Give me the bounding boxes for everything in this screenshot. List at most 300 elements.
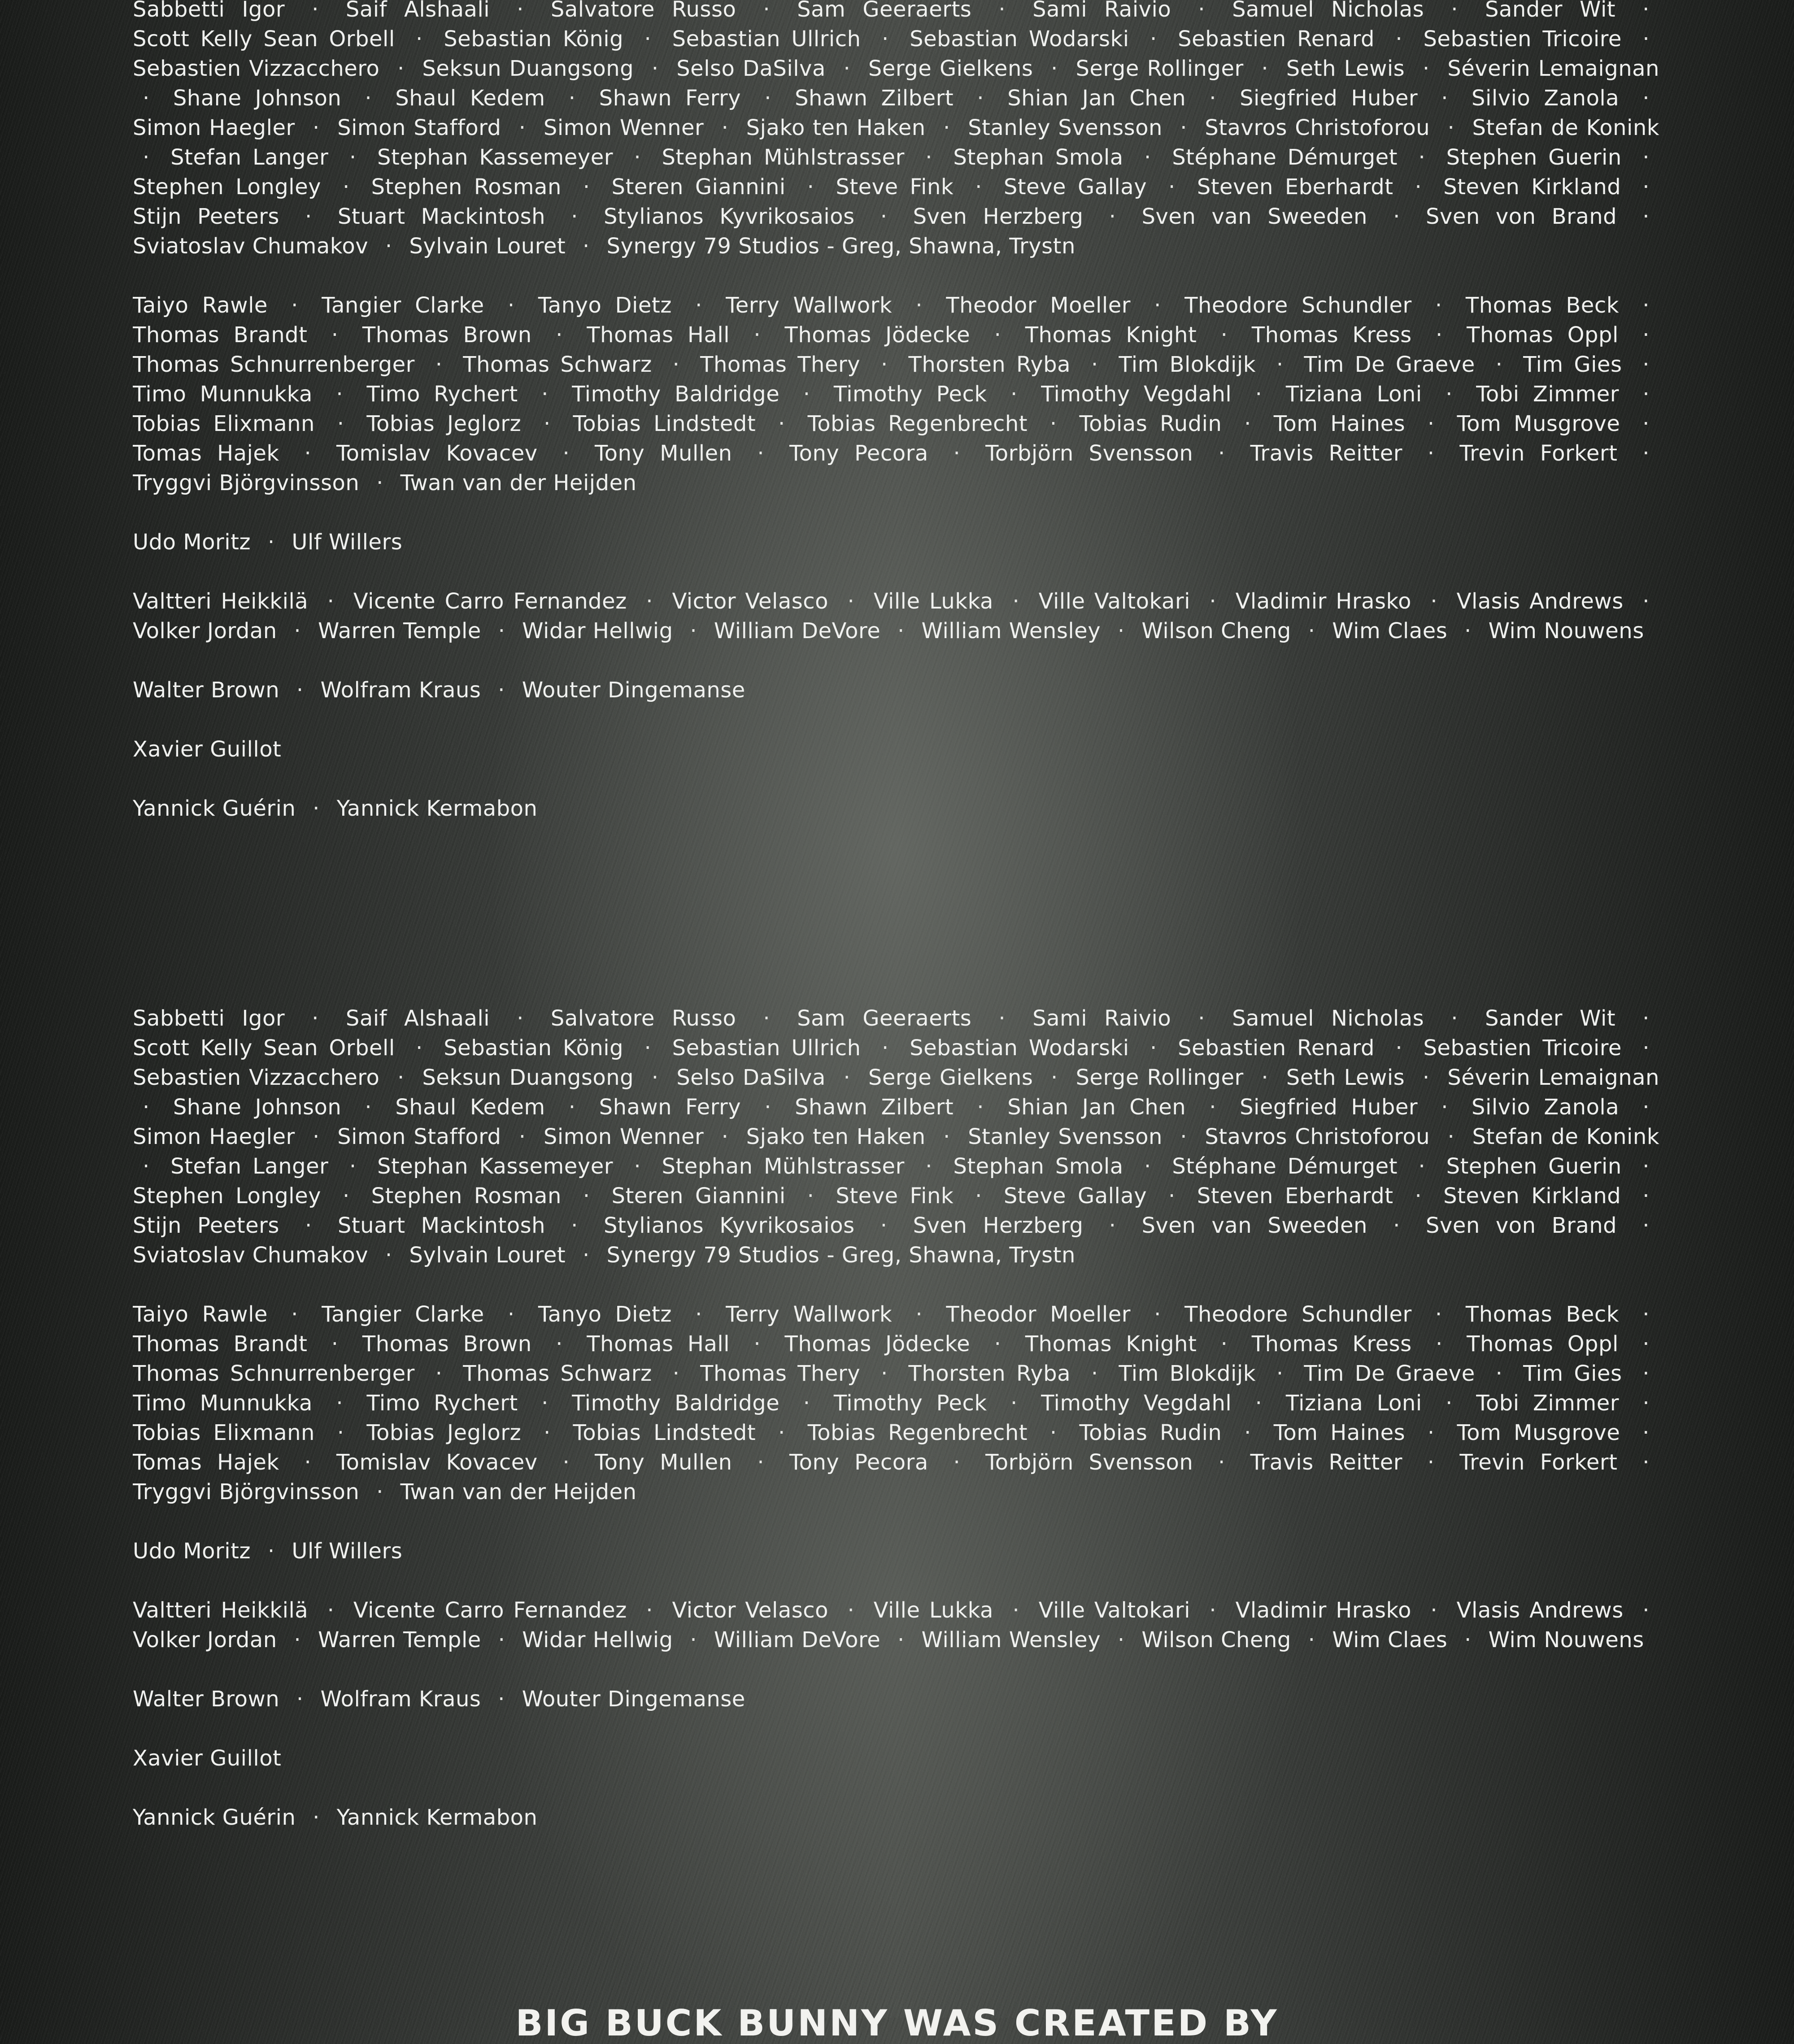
separator-dot: · <box>1150 1035 1157 1061</box>
credit-name: Sebastian König <box>444 26 624 52</box>
separator-dot: · <box>416 26 423 52</box>
credit-name: Thomas Brown <box>362 1331 532 1357</box>
credit-name: Sebastien Vizzacchero <box>133 1065 380 1090</box>
separator-dot: · <box>1218 441 1225 466</box>
credit-name: Steven Eberhardt <box>1197 174 1393 200</box>
credit-name: Ville Valtokari <box>1038 589 1190 614</box>
credit-name: Theodor Moeller <box>946 1302 1131 1327</box>
separator-dot: · <box>1144 1154 1151 1179</box>
credit-name: Stanley Svensson <box>968 1124 1163 1149</box>
separator-dot: · <box>517 1006 524 1031</box>
separator-dot: · <box>1435 293 1442 318</box>
credit-name: Sam Geeraerts <box>797 0 972 22</box>
separator-dot: · <box>807 174 814 200</box>
separator-dot: · <box>291 1302 298 1327</box>
separator-dot: · <box>1150 26 1157 52</box>
credit-name: Stéphane Démurget <box>1172 1154 1398 1179</box>
credit-name: Sjako ten Haken <box>746 115 926 140</box>
separator-dot: · <box>1308 1627 1315 1653</box>
separator-dot: · <box>764 1095 772 1120</box>
separator-dot: · <box>847 589 855 614</box>
separator-dot: · <box>349 1154 357 1179</box>
credit-name: Timo Rychert <box>366 1391 518 1416</box>
separator-dot: · <box>1642 352 1650 377</box>
separator-dot: · <box>331 1331 339 1357</box>
separator-dot: · <box>313 1805 320 1830</box>
credit-name: Thomas Schnurrenberger <box>133 1361 415 1386</box>
credit-name: Sylvain Louret <box>409 234 566 259</box>
separator-dot: · <box>977 1095 984 1120</box>
separator-dot: · <box>634 145 641 170</box>
separator-dot: · <box>385 234 392 259</box>
separator-dot: · <box>313 796 320 821</box>
separator-dot: · <box>336 1391 344 1416</box>
separator-dot: · <box>646 589 653 614</box>
credit-name: Tiziana Loni <box>1285 382 1422 407</box>
credit-name: Tangier Clarke <box>322 293 484 318</box>
credit-name: Timothy Peck <box>833 382 987 407</box>
credit-name: Widar Hellwig <box>522 618 673 644</box>
credit-name: Valtteri Heikkilä <box>133 1598 309 1623</box>
separator-dot: · <box>763 1006 771 1031</box>
credit-name: Wouter Dingemanse <box>522 1687 745 1712</box>
separator-dot: · <box>753 322 761 348</box>
credit-name: Serge Rollinger <box>1076 56 1244 81</box>
credit-name: Wouter Dingemanse <box>522 678 745 703</box>
separator-dot: · <box>1091 1361 1098 1386</box>
separator-dot: · <box>365 1095 372 1120</box>
credit-name: Tangier Clarke <box>322 1302 484 1327</box>
credits-letter-group-v <box>133 1596 1659 1655</box>
credit-name: Tanyo Dietz <box>538 293 672 318</box>
credit-name: Thorsten Ryba <box>908 1361 1071 1386</box>
separator-dot: · <box>925 145 932 170</box>
credit-name: Yannick Kermabon <box>336 1805 538 1830</box>
credit-name: Travis Reitter <box>1250 1450 1402 1475</box>
credit-name: Thomas Schwarz <box>463 352 652 377</box>
separator-dot: · <box>1642 1154 1650 1179</box>
credit-name: Stefan de Konink <box>1472 1124 1659 1149</box>
credit-name: Trevin Forkert <box>1459 441 1618 466</box>
separator-dot: · <box>1441 1095 1448 1120</box>
separator-dot: · <box>1642 1420 1650 1445</box>
credit-name: Stefan Langer <box>170 1154 329 1179</box>
separator-dot: · <box>1642 1183 1650 1209</box>
separator-dot: · <box>1435 1302 1442 1327</box>
separator-dot: · <box>568 1095 576 1120</box>
separator-dot: · <box>498 1687 505 1712</box>
credit-name: Vladimir Hrasko <box>1235 589 1411 614</box>
separator-dot: · <box>435 1361 443 1386</box>
credit-name: Timo Munnukka <box>133 1391 313 1416</box>
credit-name: Tim Gies <box>1523 352 1622 377</box>
credit-name: Sam Geeraerts <box>797 1006 972 1031</box>
separator-dot: · <box>644 26 652 52</box>
separator-dot: · <box>1091 352 1098 377</box>
separator-dot: · <box>518 1124 526 1149</box>
separator-dot: · <box>1427 1450 1435 1475</box>
credit-name: Tim De Graeve <box>1304 352 1475 377</box>
separator-dot: · <box>672 352 680 377</box>
separator-dot: · <box>994 1331 1002 1357</box>
credit-name: Walter Brown <box>133 678 280 703</box>
separator-dot: · <box>313 1124 320 1149</box>
separator-dot: · <box>764 86 772 111</box>
separator-dot: · <box>349 145 357 170</box>
separator-dot: · <box>1642 1006 1650 1031</box>
credit-name: Sabbetti Igor <box>133 0 285 22</box>
separator-dot: · <box>312 0 319 22</box>
credit-name: Stylianos Kyvrikosaios <box>604 1213 855 1238</box>
separator-dot: · <box>582 1243 590 1268</box>
separator-dot: · <box>953 441 961 466</box>
credit-name: Xavier Guillot <box>133 1746 282 1771</box>
credit-name: Stephan Mühlstrasser <box>662 145 905 170</box>
credits-panel-bottom <box>133 1004 1659 1856</box>
separator-dot: · <box>1209 86 1217 111</box>
credits-section-heading: BIG BUCK BUNNY WAS CREATED BY <box>515 2002 1279 2044</box>
separator-dot: · <box>634 1154 641 1179</box>
credit-name: Wilson Cheng <box>1141 618 1291 644</box>
credit-name: Shane Johnson <box>173 86 342 111</box>
credit-name: William Wensley <box>921 618 1101 644</box>
separator-dot: · <box>291 293 298 318</box>
separator-dot: · <box>880 1213 888 1238</box>
credit-name: Sebastian Wodarski <box>910 1035 1129 1061</box>
credit-name: Sabbetti Igor <box>133 1006 285 1031</box>
credit-name: Ville Lukka <box>873 1598 993 1623</box>
credit-name: Sebastien Tricoire <box>1423 1035 1622 1061</box>
credit-name: Stavros Christoforou <box>1205 115 1430 140</box>
separator-dot: · <box>1642 1095 1650 1120</box>
separator-dot: · <box>690 618 697 644</box>
separator-dot: · <box>1430 589 1438 614</box>
separator-dot: · <box>1642 174 1650 200</box>
credit-name: Wolfram Kraus <box>320 1687 481 1712</box>
credit-name: Tobias Rudin <box>1079 1420 1222 1445</box>
separator-dot: · <box>342 174 350 200</box>
credits-panel-top <box>133 0 1659 847</box>
credit-name: Timothy Baldridge <box>572 1391 780 1416</box>
separator-dot: · <box>1642 145 1650 170</box>
credit-name: Siegfried Huber <box>1240 86 1418 111</box>
separator-dot: · <box>1446 1391 1453 1416</box>
credit-name: Serge Gielkens <box>868 56 1033 81</box>
separator-dot: · <box>1198 0 1206 22</box>
credit-name: Yannick Kermabon <box>336 796 538 821</box>
separator-dot: · <box>644 1035 652 1061</box>
credit-name: Yannick Guérin <box>133 1805 296 1830</box>
separator-dot: · <box>994 322 1002 348</box>
separator-dot: · <box>336 382 344 407</box>
separator-dot: · <box>267 1539 275 1564</box>
credit-name: Stephen Guerin <box>1446 1154 1622 1179</box>
credit-name: Udo Moritz <box>133 530 251 555</box>
credits-letter-group-x <box>133 1744 1659 1773</box>
credit-name: Wolfram Kraus <box>320 678 481 703</box>
credit-name: Ulf Willers <box>292 1539 403 1564</box>
separator-dot: · <box>1436 1331 1443 1357</box>
credit-name: Tanyo Dietz <box>538 1302 672 1327</box>
separator-dot: · <box>1447 1124 1455 1149</box>
credit-name: Volker Jordan <box>133 1627 277 1653</box>
separator-dot: · <box>1642 1331 1650 1357</box>
separator-dot: · <box>803 382 810 407</box>
separator-dot: · <box>1220 1331 1228 1357</box>
separator-dot: · <box>1154 1302 1161 1327</box>
credit-name: Salvatore Russo <box>550 0 736 22</box>
credit-name: Sami Raivio <box>1032 0 1171 22</box>
credits-letter-group-v <box>133 587 1659 646</box>
credit-name: Simon Stafford <box>337 115 501 140</box>
credit-name: Thomas Brandt <box>133 1331 308 1357</box>
credit-name: Sylvain Louret <box>409 1243 566 1268</box>
credit-name: Shawn Zilbert <box>795 1095 954 1120</box>
separator-dot: · <box>1276 1361 1284 1386</box>
credit-name: Tobias Lindstedt <box>573 1420 756 1445</box>
separator-dot: · <box>571 1213 578 1238</box>
credit-name: Salvatore Russo <box>550 1006 736 1031</box>
separator-dot: · <box>880 352 888 377</box>
separator-dot: · <box>1642 411 1650 436</box>
credit-name: Steven Kirkland <box>1443 1183 1621 1209</box>
credit-name: Timo Munnukka <box>133 382 313 407</box>
credit-name: Tom Haines <box>1273 411 1406 436</box>
separator-dot: · <box>1427 441 1435 466</box>
separator-dot: · <box>843 1065 851 1090</box>
credit-name: Tomas Hajek <box>133 441 279 466</box>
credit-name: Stephen Rosman <box>371 174 562 200</box>
separator-dot: · <box>1276 352 1284 377</box>
separator-dot: · <box>690 1627 697 1653</box>
separator-dot: · <box>646 1598 653 1623</box>
credit-name: Sebastien Renard <box>1178 26 1375 52</box>
separator-dot: · <box>312 1006 319 1031</box>
credit-name: Shawn Zilbert <box>795 86 954 111</box>
credit-name: Trevin Forkert <box>1459 1450 1618 1475</box>
credit-name: Tobias Elixmann <box>133 1420 315 1445</box>
separator-dot: · <box>1451 0 1458 22</box>
separator-dot: · <box>507 1302 515 1327</box>
separator-dot: · <box>1464 1627 1472 1653</box>
credit-name: Tobias Regenbrecht <box>807 411 1028 436</box>
separator-dot: · <box>763 0 771 22</box>
credit-name: Sven Herzberg <box>913 204 1084 229</box>
separator-dot: · <box>543 411 551 436</box>
credit-name: Stefan de Konink <box>1472 115 1659 140</box>
separator-dot: · <box>1168 174 1176 200</box>
credit-name: Stephan Kassemeyer <box>377 1154 613 1179</box>
separator-dot: · <box>757 1450 765 1475</box>
separator-dot: · <box>1642 322 1650 348</box>
separator-dot: · <box>1642 293 1650 318</box>
credit-name: Sebastien Renard <box>1178 1035 1375 1061</box>
separator-dot: · <box>897 1627 905 1653</box>
credits-letter-group-y <box>133 794 1659 823</box>
credit-name: Synergy 79 Studios - Greg, Shawna, Trystn <box>606 1243 1076 1268</box>
credit-name: Ville Lukka <box>873 589 993 614</box>
credit-name: Tom Musgrove <box>1457 1420 1620 1445</box>
credit-name: Steren Giannini <box>611 1183 786 1209</box>
credit-name: Sebastian Ullrich <box>672 26 861 52</box>
credit-name: Thomas Thery <box>700 1361 861 1386</box>
credit-name: Stephan Mühlstrasser <box>662 1154 905 1179</box>
credit-name: Steve Gallay <box>1003 1183 1147 1209</box>
separator-dot: · <box>1441 86 1448 111</box>
credit-name: Stijn Peeters <box>133 204 279 229</box>
credit-name: Stéphane Démurget <box>1172 145 1398 170</box>
credit-name: Tom Musgrove <box>1457 411 1620 436</box>
separator-dot: · <box>1447 115 1455 140</box>
credit-name: Tony Mullen <box>595 441 732 466</box>
credit-name: Tony Pecora <box>789 441 928 466</box>
credit-name: Simon Haegler <box>133 1124 295 1149</box>
credit-name: Tobi Zimmer <box>1476 1391 1619 1416</box>
credit-name: Wim Claes <box>1332 618 1448 644</box>
separator-dot: · <box>1436 322 1443 348</box>
separator-dot: · <box>695 293 702 318</box>
credit-name: Timothy Peck <box>833 1391 987 1416</box>
credit-name: Silvio Zanola <box>1472 1095 1620 1120</box>
separator-dot: · <box>435 352 443 377</box>
credit-name: Victor Velasco <box>672 1598 829 1623</box>
separator-dot: · <box>1117 1627 1125 1653</box>
credit-name: Sebastien Vizzacchero <box>133 56 380 81</box>
separator-dot: · <box>337 411 344 436</box>
separator-dot: · <box>1012 1598 1020 1623</box>
credit-name: Simon Haegler <box>133 115 295 140</box>
credit-name: Warren Temple <box>318 1627 481 1653</box>
separator-dot: · <box>543 1420 551 1445</box>
credit-name: Wilson Cheng <box>1141 1627 1291 1653</box>
credit-name: Sebastian Wodarski <box>910 26 1129 52</box>
credit-name: Thomas Hall <box>587 322 730 348</box>
credit-name: Twan van der Heijden <box>400 470 637 496</box>
credit-name: Tim De Graeve <box>1304 1361 1475 1386</box>
separator-dot: · <box>385 1243 392 1268</box>
separator-dot: · <box>518 115 526 140</box>
separator-dot: · <box>1393 204 1400 229</box>
credit-name: Thomas Beck <box>1465 1302 1620 1327</box>
credit-name: Ville Valtokari <box>1038 1598 1190 1623</box>
credit-name: Tryggvi Björgvinsson <box>133 470 360 496</box>
separator-dot: · <box>1642 86 1650 111</box>
credit-name: William DeVore <box>714 1627 881 1653</box>
credit-name: Thomas Oppl <box>1467 1331 1619 1357</box>
separator-dot: · <box>778 411 785 436</box>
separator-dot: · <box>1415 174 1422 200</box>
separator-dot: · <box>1642 1035 1650 1061</box>
credit-name: Vicente Carro Fernandez <box>353 1598 627 1623</box>
credit-name: Tobias Rudin <box>1079 411 1222 436</box>
credit-name: Sven von Brand <box>1425 1213 1617 1238</box>
credit-name: Stylianos Kyvrikosaios <box>604 204 855 229</box>
credit-name: Samuel Nicholas <box>1232 0 1424 22</box>
credit-name: Tobi Zimmer <box>1476 382 1619 407</box>
credit-name: Vlasis Andrews <box>1456 1598 1624 1623</box>
credit-name: Seksun Duangsong <box>422 56 634 81</box>
separator-dot: · <box>1209 589 1217 614</box>
separator-dot: · <box>294 618 301 644</box>
separator-dot: · <box>562 1450 570 1475</box>
separator-dot: · <box>651 56 659 81</box>
separator-dot: · <box>1642 1361 1650 1386</box>
credit-name: William DeVore <box>714 618 881 644</box>
credit-name: Sviatoslav Chumakov <box>133 234 369 259</box>
credit-name: Theodore Schundler <box>1184 293 1412 318</box>
separator-dot: · <box>1180 1124 1187 1149</box>
credit-name: William Wensley <box>921 1627 1101 1653</box>
separator-dot: · <box>582 234 590 259</box>
separator-dot: · <box>498 1627 505 1653</box>
separator-dot: · <box>1198 1006 1206 1031</box>
separator-dot: · <box>571 204 578 229</box>
separator-dot: · <box>541 382 549 407</box>
credit-name: Thorsten Ryba <box>908 352 1071 377</box>
credit-name: Seksun Duangsong <box>422 1065 634 1090</box>
credit-name: Timothy Baldridge <box>572 382 780 407</box>
separator-dot: · <box>881 1035 889 1061</box>
separator-dot: · <box>562 441 570 466</box>
credit-name: Stephen Longley <box>133 174 322 200</box>
credit-name: Thomas Thery <box>700 352 861 377</box>
credit-name: Thomas Hall <box>587 1331 730 1357</box>
credit-name: Stuart Mackintosh <box>337 1213 546 1238</box>
credit-name: Thomas Knight <box>1025 1331 1197 1357</box>
separator-dot: · <box>304 1450 312 1475</box>
separator-dot: · <box>583 1183 590 1209</box>
credit-name: Sebastian König <box>444 1035 624 1061</box>
separator-dot: · <box>915 1302 923 1327</box>
credit-name: Wim Nouwens <box>1488 1627 1644 1653</box>
credit-name: Serge Rollinger <box>1076 1065 1244 1090</box>
credits-letter-group-y <box>133 1803 1659 1832</box>
credit-name: Tim Blokdijk <box>1119 352 1256 377</box>
credit-name: Thomas Jödecke <box>784 1331 971 1357</box>
separator-dot: · <box>897 618 905 644</box>
credit-name: Shawn Ferry <box>599 1095 741 1120</box>
credit-name: Warren Temple <box>318 618 481 644</box>
credits-letter-group-u <box>133 527 1659 557</box>
separator-dot: · <box>1642 1302 1650 1327</box>
credit-name: Séverin Lemaignan <box>1447 1065 1659 1090</box>
separator-dot: · <box>1427 411 1435 436</box>
credit-name: Stavros Christoforou <box>1205 1124 1430 1149</box>
separator-dot: · <box>416 1035 423 1061</box>
credit-name: Shian Jan Chen <box>1007 86 1186 111</box>
credit-name: Tobias Lindstedt <box>573 411 756 436</box>
credit-name: Vladimir Hrasko <box>1235 1598 1411 1623</box>
separator-dot: · <box>143 1154 150 1179</box>
credit-name: Stefan Langer <box>170 145 329 170</box>
credit-name: Sami Raivio <box>1032 1006 1171 1031</box>
separator-dot: · <box>1418 1154 1426 1179</box>
credit-name: Tony Pecora <box>789 1450 928 1475</box>
separator-dot: · <box>517 0 524 22</box>
separator-dot: · <box>1109 1213 1116 1238</box>
credit-name: Saif Alshaali <box>345 1006 490 1031</box>
separator-dot: · <box>1244 411 1251 436</box>
separator-dot: · <box>397 56 405 81</box>
credit-name: Serge Gielkens <box>868 1065 1033 1090</box>
credits-letter-group-x <box>133 735 1659 764</box>
separator-dot: · <box>1495 1361 1503 1386</box>
separator-dot: · <box>1261 1065 1269 1090</box>
credit-name: Steve Gallay <box>1003 174 1147 200</box>
credit-name: Thomas Schnurrenberger <box>133 352 415 377</box>
separator-dot: · <box>568 86 576 111</box>
credits-letter-group-w <box>133 675 1659 705</box>
